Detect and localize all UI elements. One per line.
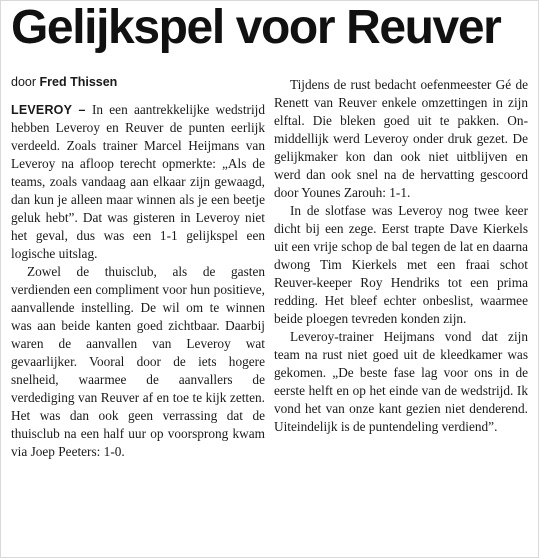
paragraph: Tijdens de rust bedacht oefenmeester Gé de Renett van Reuver enkele omzettingen in zijn elftal. Die bleken goed uit te pakken. Onmiddellijk werd Leveroy onder druk gezet. De gelijkmaker kon dan ook niet uitblijven en werd dan ook snel na de hervatting gescoord door Younes Zarouh: 1-1. [274,77,528,200]
byline-prefix: door [11,75,37,89]
byline [11,75,265,89]
headline: Gelijkspel voor Reuver [11,1,501,54]
byline-author: Fred Thissen [39,75,118,89]
column-right [274,75,528,461]
dateline: LEVEROY – [11,103,86,117]
paragraph [11,101,265,263]
column-left [11,75,265,461]
paragraph-text: In een aantrekkelijke wedstrijd hebben Leveroy en Reuver de punten eerlijk verdeeld. Zoals trainer Marcel Heijmans van Leveroy na afloop terecht opmerkte: „Als de teams, zoals vandaag aan elkaar zijn gewaagd, dan kun je alleen maar winnen als je een beetje geluk hebt”. Dat was gisteren in Leveroy niet het geval, dus was een 1-1 gelijkspel een logische uitslag. [11,102,266,261]
paragraph: Leveroy-trainer Heijmans vond dat zijn team na rust niet goed uit de kleedkamer was gekomen. „De beste fase lag voor ons in de eerste helft en op het einde van de wedstrijd. Ik vond het van onze kant gezien niet denderend. Uiteindelijk is de puntendeling verdiend”. [274,329,528,434]
article-columns [11,75,528,461]
paragraph: In de slotfase was Leveroy nog twee keer dicht bij een zege. Eerst trapte Dave Kierkels uit een vrije schop de bal tegen de lat en daarna dwong Tim Kierkels met een fraai schot Reuver-keeper Roy Hendriks tot een prima redding. Het bleef echter onbeslist, waarmee beide ploegen tevreden konden zijn. [274,203,528,326]
paragraph: Zowel de thuisclub, als de gasten verdienden een compliment voor hun positieve, aanvallende instelling. De wil om te winnen was aan beide kanten goed zichtbaar. Daarbij waren de aanvallen van Leveroy wat gevaarlijker. Vooral door de iets hogere snelheid, waarmee de aanvallers de verdediging van Reuver af en toe te kijk zetten. Het was dan ook geen verrassing dat de thuisclub na een half uur op voorsprong kwam via Joep Peeters: 1-0. [11,264,265,459]
